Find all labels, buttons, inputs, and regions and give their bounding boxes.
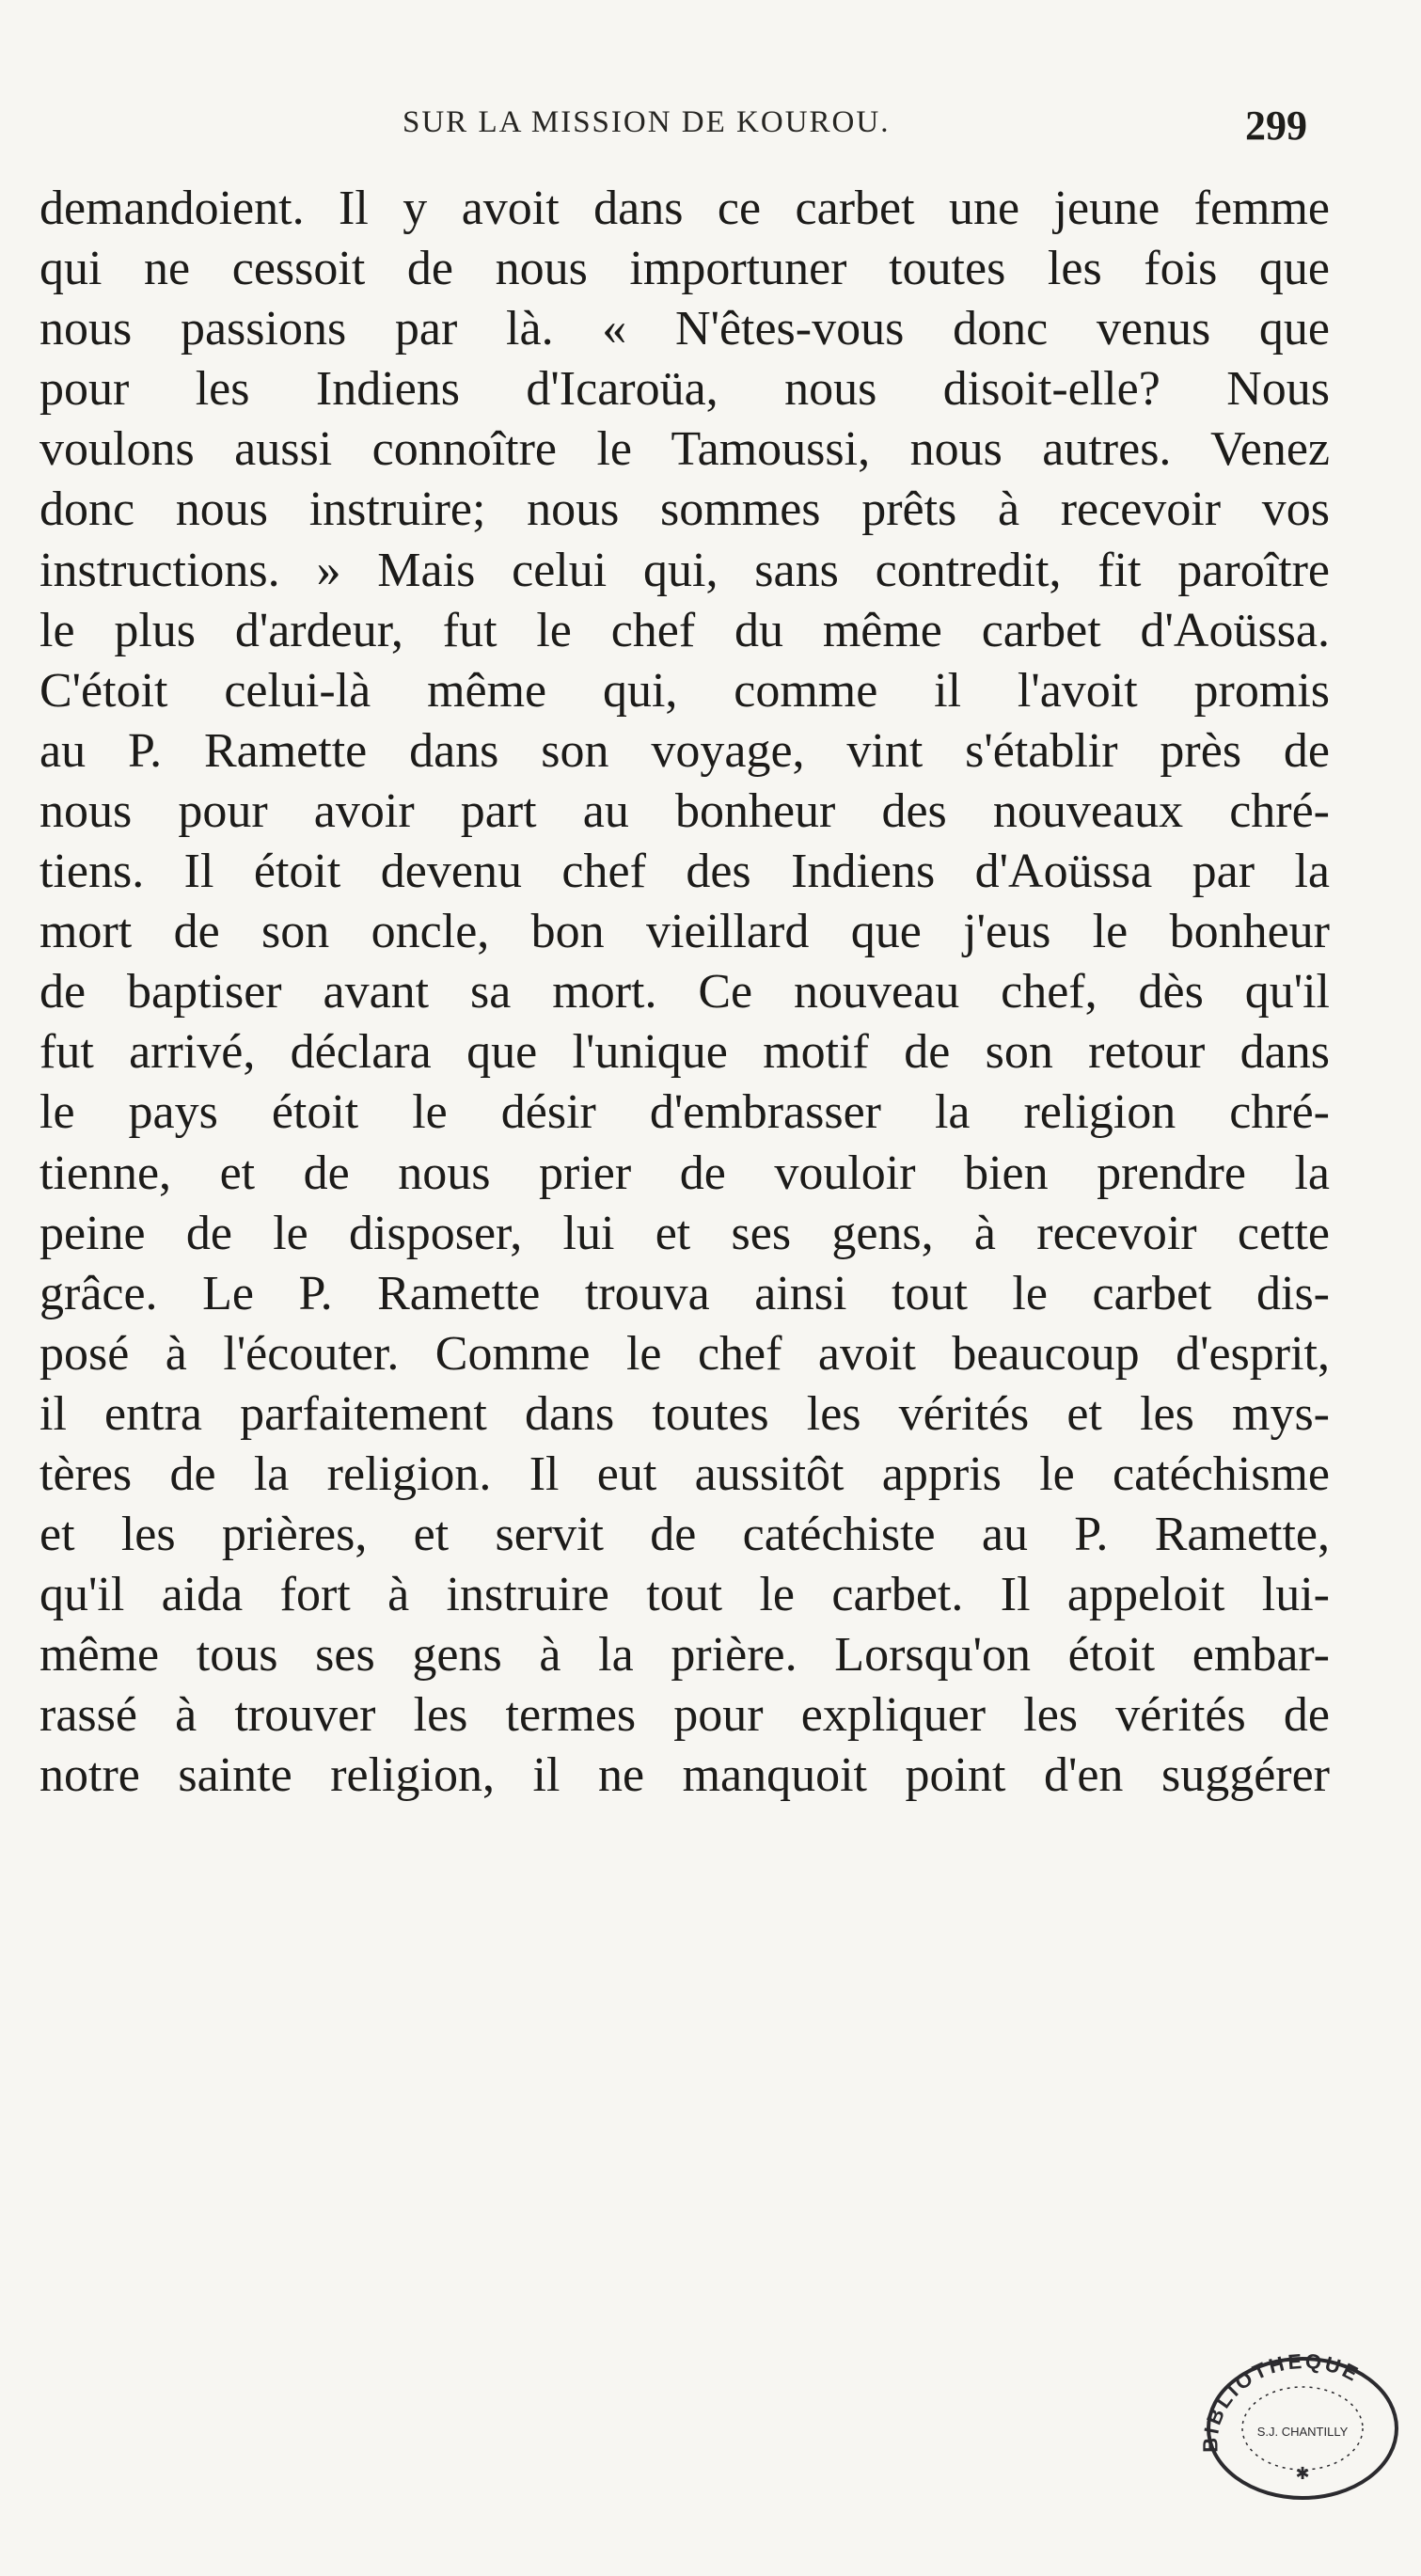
text-line: tères de la religion. Il eut aussitôt appris le catéchisme xyxy=(39,1446,1330,1501)
stamp-inner-text: S.J. CHANTILLY xyxy=(1256,2425,1349,2439)
text-line: voulons aussi connoître le Tamoussi, nous autres. Venez xyxy=(39,422,1330,477)
text-line: mort de son oncle, bon vieillard que j'eus le bonheur xyxy=(39,905,1330,959)
running-header-title: SUR LA MISSION DE KOUROU. xyxy=(403,105,891,139)
text-line: de baptiser avant sa mort. Ce nouveau chef, dès qu'il xyxy=(39,965,1330,1019)
text-line: le plus d'ardeur, fut le chef du même carbet d'Aoüssa. xyxy=(39,603,1330,657)
text-line: notre sainte religion, il ne manquoit point d'en suggérer xyxy=(39,1748,1330,1803)
text-line: qu'il aida fort à instruire tout le carbet. Il appeloit lui- xyxy=(39,1568,1330,1622)
text-line: grâce. Le P. Ramette trouva ainsi tout le carbet dis- xyxy=(39,1266,1330,1320)
body-text xyxy=(39,179,1330,1807)
page-number: 299 xyxy=(1245,103,1307,149)
text-line: et les prières, et servit de catéchiste au P. Ramette, xyxy=(39,1508,1330,1562)
text-line: le pays étoit le désir d'embrasser la religion chré- xyxy=(39,1085,1330,1140)
text-line: C'étoit celui-là même qui, comme il l'avoit promis xyxy=(39,663,1330,718)
text-line: tienne, et de nous prier de vouloir bien prendre la xyxy=(39,1146,1330,1200)
text-line: nous pour avoir part au bonheur des nouveaux chré- xyxy=(39,783,1330,838)
text-line: même tous ses gens à la prière. Lorsqu'on étoit embar- xyxy=(39,1628,1330,1683)
stamp-star-icon: ✱ xyxy=(1295,2464,1310,2484)
text-line: instructions. » Mais celui qui, sans contredit, fit paroître xyxy=(39,543,1330,597)
stamp-ring-textpath: BIBLIOTHEQUE xyxy=(1198,2348,1365,2453)
text-line: pour les Indiens d'Icaroüa, nous disoit-elle? Nous xyxy=(39,362,1330,417)
running-header xyxy=(0,102,1421,158)
text-line: demandoient. Il y avoit dans ce carbet une jeune femme xyxy=(39,182,1330,235)
text-line: au P. Ramette dans son voyage, vint s'établir près de xyxy=(39,723,1330,778)
text-line: peine de le disposer, lui et ses gens, à recevoir cette xyxy=(39,1206,1330,1260)
text-line: fut arrivé, déclara que l'unique motif de son retour dans xyxy=(39,1025,1330,1080)
library-stamp xyxy=(1194,2323,1411,2502)
text-line: posé à l'écouter. Comme le chef avoit beaucoup d'esprit, xyxy=(39,1326,1330,1381)
text-line: rassé à trouver les termes pour expliquer les vérités de xyxy=(39,1688,1330,1743)
text-line: qui ne cessoit de nous importuner toutes les fois que xyxy=(39,242,1330,296)
text-line: il entra parfaitement dans toutes les vérités et les mys- xyxy=(39,1386,1330,1441)
text-line: donc nous instruire; nous sommes prêts à recevoir vos xyxy=(39,482,1330,537)
text-line: nous passions par là. « N'êtes-vous donc venus que xyxy=(39,302,1330,356)
text-line: tiens. Il étoit devenu chef des Indiens d'Aoüssa par la xyxy=(39,845,1330,899)
